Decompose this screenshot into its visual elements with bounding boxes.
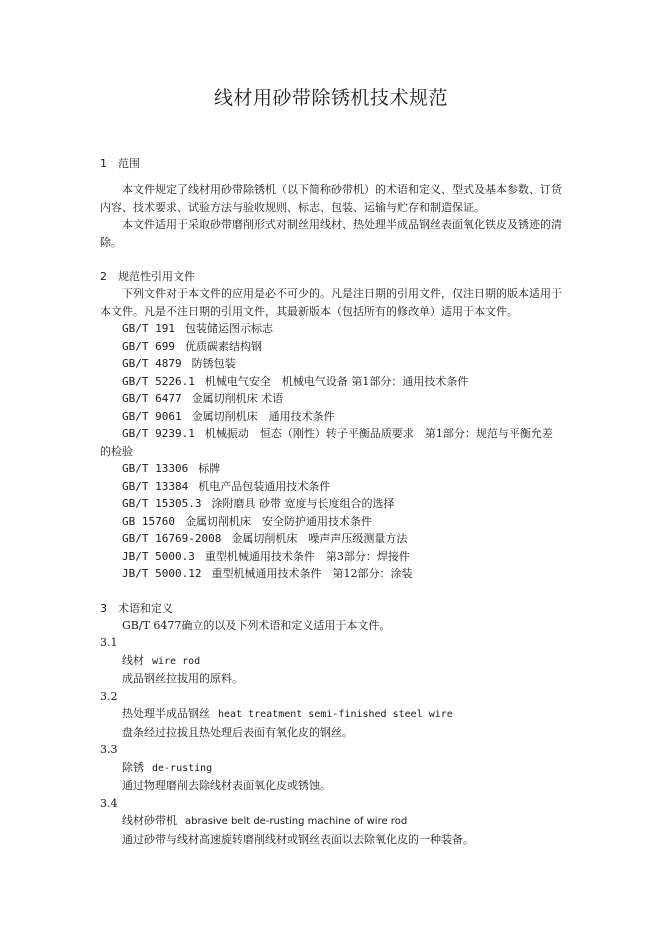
reference-title: 重型机械通用技术条件 第12部分：涂装	[211, 567, 413, 580]
reference-code: GB/T 4879	[122, 357, 182, 370]
term-number: 3.3	[100, 743, 118, 756]
reference-code: JB/T 5000.12	[122, 567, 202, 580]
term-definition: 盘条经过拉拔且热处理后表面有氧化皮的钢丝。	[122, 725, 353, 739]
reference-code: GB/T 191	[122, 322, 175, 335]
section-number: 2	[100, 270, 107, 283]
reference-code: GB/T 16769-2008	[122, 532, 222, 545]
reference-item	[100, 320, 562, 338]
term-chinese: 线材砂带机	[122, 814, 177, 827]
reference-item	[100, 373, 562, 391]
term-english: wire rod	[152, 655, 201, 667]
document-body	[100, 155, 562, 848]
reference-code: GB/T 15305.3	[122, 497, 202, 510]
reference-code: GB/T 9061	[122, 409, 182, 423]
term-chinese: 线材	[122, 653, 144, 667]
term-definition: 通过砂带与线材高速旋转磨削线材或钢丝表面以去除氧化皮的一种装备。	[122, 832, 474, 846]
reference-item	[100, 565, 562, 583]
term-chinese: 除锈	[122, 760, 144, 774]
paragraph: 本文件适用于采取砂带磨削形式对制丝用线材、热处理半成品钢丝表面氧化铁皮及锈迹的清除。	[100, 218, 562, 249]
term-number: 3.1	[100, 636, 118, 649]
reference-item	[100, 408, 562, 426]
reference-title: 金属切削机床 通用技术条件	[191, 409, 335, 423]
paragraph: GB/T 6477确立的以及下列术语和定义适用于本文件。	[122, 618, 391, 632]
term-english: heat treatment semi-finished steel wire	[218, 709, 453, 720]
reference-title: 金属切削机床 噪声声压级测量方法	[231, 532, 408, 545]
reference-title: 优质碳素结构钢	[184, 339, 262, 353]
term-line	[100, 705, 562, 724]
reference-item	[100, 513, 562, 531]
term-english: de-rusting	[152, 762, 213, 774]
reference-code: GB/T 13306	[122, 462, 189, 475]
term-definition: 通过物理磨削去除线材表面氧化皮或锈蚀。	[122, 779, 331, 792]
term-entry	[100, 795, 562, 849]
reference-title: 防锈包装	[191, 357, 236, 370]
reference-item	[100, 460, 562, 478]
section-title: 术语和定义	[118, 601, 173, 615]
document-title: 线材用砂带除锈机技术规范	[213, 87, 448, 109]
reference-item	[100, 478, 562, 496]
reference-title: 机械电气安全 机械电气设备 第1部分：通用技术条件	[204, 374, 469, 388]
term-line	[100, 652, 562, 671]
section-number: 3	[100, 601, 107, 615]
reference-item	[100, 338, 562, 356]
reference-item	[100, 548, 562, 566]
reference-item	[100, 355, 562, 373]
reference-title: 重型机械通用技术条件 第3部分：焊接件	[204, 549, 410, 563]
term-definition: 成品钢丝拉拔用的原料。	[122, 672, 243, 685]
term-number: 3.4	[100, 796, 118, 810]
paragraph: 下列文件对于本文件的应用是必不可少的。凡是注日期的引用文件，仅注日期的版本适用于本文件。凡是不注日期的引用文件，其最新版本（包括所有的修改单）适用于本文件。	[100, 287, 562, 318]
reference-title: 金属切削机床 安全防护通用技术条件	[184, 514, 372, 528]
section-title: 规范性引用文件	[118, 270, 195, 283]
term-number: 3.2	[100, 689, 118, 703]
term-line	[100, 812, 562, 831]
reference-code: GB/T 6477	[122, 392, 182, 405]
section-number: 1	[100, 157, 107, 170]
term-entry	[100, 688, 562, 742]
reference-title: 机电产品包装通用技术条件	[198, 479, 331, 493]
term-entry	[100, 741, 562, 795]
section-heading-1	[100, 155, 562, 172]
reference-title: 金属切削机床 术语	[191, 392, 284, 405]
reference-title: 机械振动 恒态（刚性）转子平衡品质要求 第1部分：规范与平衡允差的检验	[100, 427, 553, 458]
term-line	[100, 759, 562, 778]
section-heading-3	[100, 600, 562, 617]
paragraph: 本文件规定了线材用砂带除锈机（以下简称砂带机）的术语和定义、型式及基本参数、订货内容、技术要求、试验方法与验收规则、标志、包装、运输与贮存和制造保证。	[100, 183, 562, 214]
term-chinese: 热处理半成品钢丝	[122, 707, 210, 720]
reference-code: GB/T 13384	[122, 479, 189, 493]
reference-item	[100, 390, 562, 408]
term-entry	[100, 634, 562, 688]
reference-code: GB/T 5226.1	[122, 374, 195, 388]
section-title: 范围	[118, 157, 140, 170]
reference-title: 涂附磨具 砂带 宽度与长度组合的选择	[211, 497, 395, 510]
reference-code: GB/T 699	[122, 339, 175, 353]
term-english: abrasive belt de-rusting machine of wire rod	[185, 816, 408, 827]
section-heading-2	[100, 268, 562, 285]
reference-item	[100, 425, 562, 460]
reference-code: GB/T 9239.1	[122, 427, 195, 440]
reference-code: GB 15760	[122, 514, 175, 528]
reference-title: 标牌	[198, 462, 221, 475]
reference-code: JB/T 5000.3	[122, 549, 195, 563]
reference-item	[100, 530, 562, 548]
reference-item	[100, 495, 562, 513]
reference-title: 包装储运图示标志	[184, 322, 273, 335]
